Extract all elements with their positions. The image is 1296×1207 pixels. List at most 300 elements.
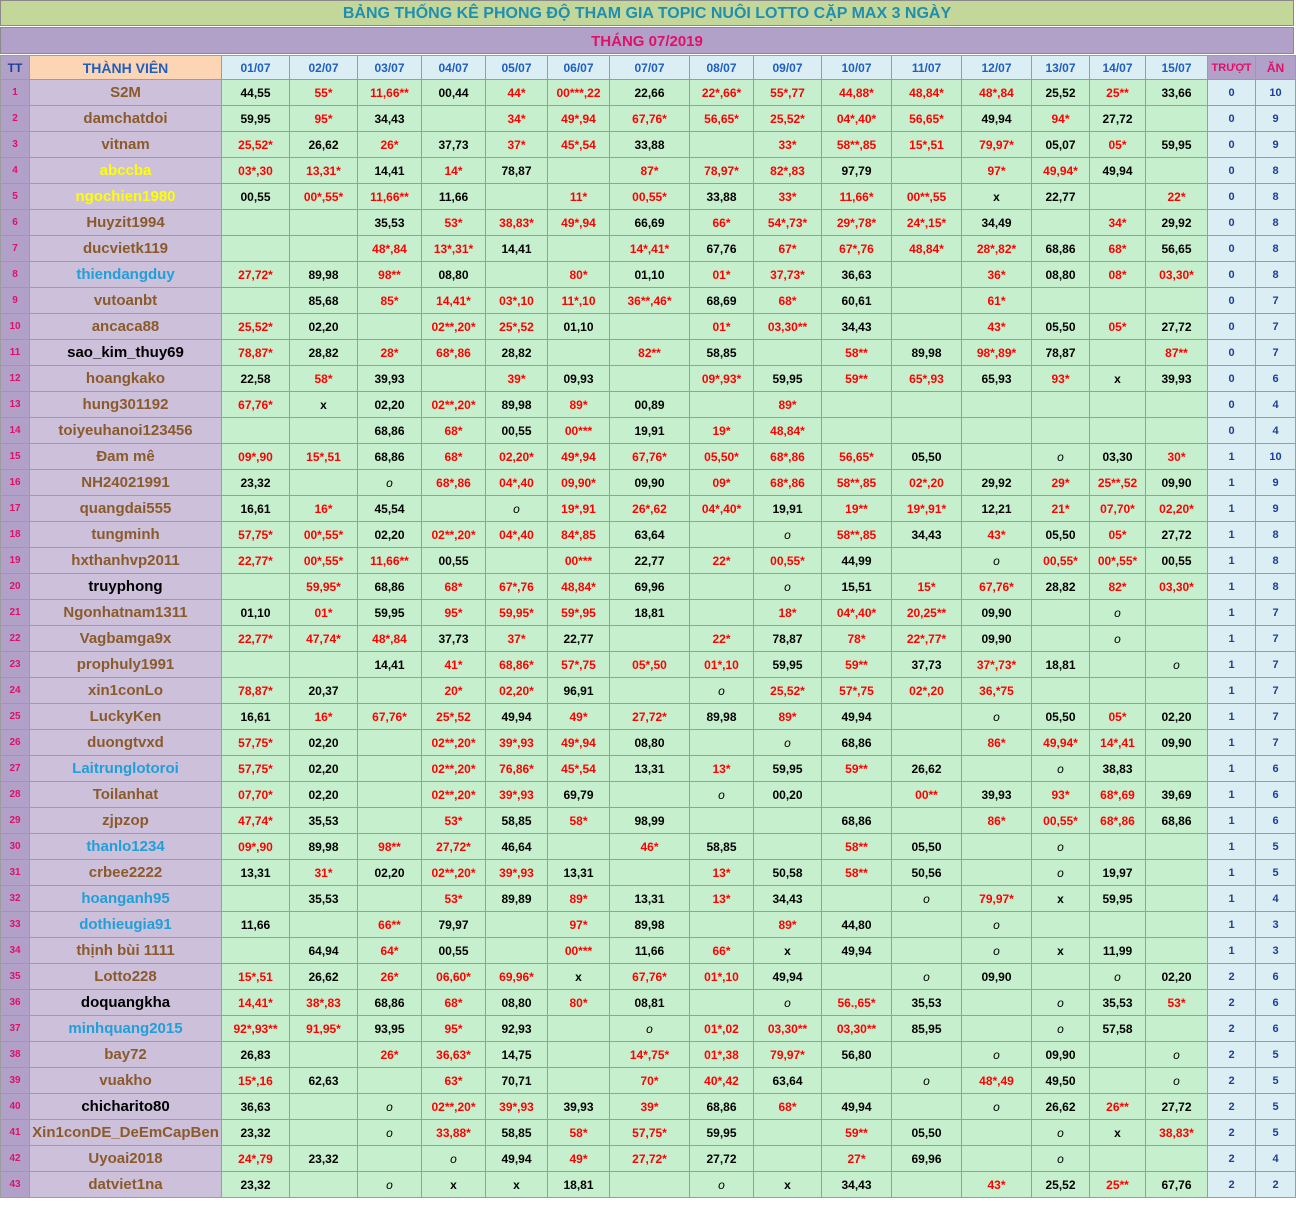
truot-count: 1 [1208,522,1256,548]
header-date: 01/07 [222,56,290,80]
truot-count: 1 [1208,886,1256,912]
result-cell: 79,97 [422,912,486,938]
result-cell: 69,96 [892,1146,962,1172]
member-name: hoanganh95 [30,886,222,912]
result-cell: 01*,10 [690,652,754,678]
result-cell [1032,626,1090,652]
result-cell: 00***,22 [548,80,610,106]
result-cell: 49* [548,704,610,730]
result-cell: 58**,85 [822,470,892,496]
table-row [1,964,1296,990]
result-cell: 02**,20* [422,782,486,808]
result-cell: 49,94 [1090,158,1146,184]
row-number: 1 [1,80,30,106]
result-cell: 45*,54 [548,756,610,782]
month-label: THÁNG 07/2019 [0,27,1294,54]
result-cell: o [754,574,822,600]
member-name: Xin1conDE_DeEmCapBen [30,1120,222,1146]
result-cell [290,912,358,938]
result-cell [548,1042,610,1068]
result-cell: 23,32 [290,1146,358,1172]
truot-count: 0 [1208,106,1256,132]
result-cell: 27,72* [222,262,290,288]
result-cell [548,1068,610,1094]
member-name: Lotto228 [30,964,222,990]
result-cell: 19* [690,418,754,444]
result-cell [290,418,358,444]
result-cell: x [422,1172,486,1198]
header-date: 08/07 [690,56,754,80]
result-cell [222,652,290,678]
result-cell: o [690,782,754,808]
result-cell: 00,55 [1146,548,1208,574]
result-cell: 59,95 [1090,886,1146,912]
result-cell: 04*,40* [690,496,754,522]
table-row [1,158,1296,184]
result-cell: x [962,184,1032,210]
result-cell: 39,69 [1146,782,1208,808]
result-cell: 19,91 [754,496,822,522]
result-cell: 67*,76 [486,574,548,600]
result-cell [358,1146,422,1172]
result-cell: 53* [422,210,486,236]
member-name: crbee2222 [30,860,222,886]
result-cell: 68*,86 [422,470,486,496]
result-cell: 27,72* [422,834,486,860]
an-count: 7 [1256,600,1296,626]
result-cell: 68* [422,444,486,470]
result-cell: 68,86 [358,990,422,1016]
result-cell: 28,82 [486,340,548,366]
result-cell: 49*,94 [548,210,610,236]
member-name: ancaca88 [30,314,222,340]
truot-count: 0 [1208,132,1256,158]
result-cell: 44,88* [822,80,892,106]
table-row [1,80,1296,106]
table-row [1,522,1296,548]
result-cell: 27,72 [1146,1094,1208,1120]
result-cell: 02**,20* [422,522,486,548]
result-cell: 97* [962,158,1032,184]
result-cell [690,522,754,548]
result-cell [422,106,486,132]
result-cell: 26,62 [892,756,962,782]
result-cell: o [1032,444,1090,470]
result-cell: 49,94* [1032,158,1090,184]
an-count: 8 [1256,184,1296,210]
result-cell: 26,62 [290,964,358,990]
result-cell: 49,50 [1032,1068,1090,1094]
result-cell: 54*,73* [754,210,822,236]
result-cell [822,418,892,444]
result-cell: 57,75* [222,730,290,756]
result-cell: 39*,93 [486,730,548,756]
result-cell: 92*,93** [222,1016,290,1042]
result-cell: 58* [548,808,610,834]
result-cell [610,626,690,652]
an-count: 3 [1256,938,1296,964]
truot-count: 0 [1208,392,1256,418]
result-cell: o [962,704,1032,730]
result-cell [1146,1016,1208,1042]
result-cell: 02,20 [290,756,358,782]
an-count: 7 [1256,626,1296,652]
result-cell: 02**,20* [422,860,486,886]
result-cell: 01* [690,262,754,288]
result-cell: 97* [548,912,610,938]
result-cell: 89,98 [892,340,962,366]
result-cell: 49*,94 [548,444,610,470]
an-count: 7 [1256,730,1296,756]
an-count: 9 [1256,496,1296,522]
result-cell: 22* [1146,184,1208,210]
row-number: 9 [1,288,30,314]
result-cell: 59** [822,366,892,392]
result-cell [962,392,1032,418]
table-row [1,236,1296,262]
result-cell: 02,20 [358,522,422,548]
result-cell: 80* [548,262,610,288]
header-date: 11/07 [892,56,962,80]
table-row [1,938,1296,964]
result-cell: 78* [822,626,892,652]
result-cell: 63,64 [610,522,690,548]
result-cell [1090,912,1146,938]
an-count: 8 [1256,262,1296,288]
result-cell: 53* [1146,990,1208,1016]
result-cell: 39* [610,1094,690,1120]
table-row [1,262,1296,288]
table-row [1,834,1296,860]
result-cell: 49,94 [962,106,1032,132]
member-name: Ngonhatnam1311 [30,600,222,626]
result-cell: 36,*75 [962,678,1032,704]
result-cell: 11,66* [822,184,892,210]
result-cell: 58** [822,834,892,860]
result-cell: o [1032,834,1090,860]
result-cell [290,1042,358,1068]
result-cell: 39*,93 [486,860,548,886]
result-cell [690,808,754,834]
result-cell: 68*,86 [754,444,822,470]
result-cell: 28,82 [290,340,358,366]
result-cell: 13* [690,860,754,886]
result-cell: 95* [422,600,486,626]
member-name: vitnam [30,132,222,158]
truot-count: 0 [1208,314,1256,340]
result-cell [1146,626,1208,652]
row-number: 27 [1,756,30,782]
result-cell: 18,81 [1032,652,1090,678]
member-name: vutoanbt [30,288,222,314]
result-cell [690,392,754,418]
result-cell: 58**,85 [822,132,892,158]
member-name: doquangkha [30,990,222,1016]
header-date: 13/07 [1032,56,1090,80]
result-cell: 59,95 [754,366,822,392]
result-cell: 05* [1090,132,1146,158]
result-cell: 36,63 [222,1094,290,1120]
result-cell: o [754,522,822,548]
result-cell: 02,20 [1146,964,1208,990]
result-cell: 93* [1032,782,1090,808]
an-count: 7 [1256,704,1296,730]
an-count: 10 [1256,80,1296,106]
result-cell: 00*** [548,418,610,444]
result-cell: 95* [290,106,358,132]
an-count: 8 [1256,574,1296,600]
result-cell: 89* [754,392,822,418]
result-cell: 35,53 [358,210,422,236]
result-cell: 05*,50 [610,652,690,678]
result-cell [892,730,962,756]
result-cell: 27,72 [1090,106,1146,132]
result-cell: 49*,94 [548,106,610,132]
result-cell: o [962,912,1032,938]
result-cell: 25,52 [1032,80,1090,106]
an-count: 6 [1256,964,1296,990]
result-cell [290,652,358,678]
result-cell: 22,77* [222,626,290,652]
result-cell [962,990,1032,1016]
result-cell: 01* [290,600,358,626]
result-cell: 11,66 [222,912,290,938]
result-cell: 02,20 [1146,704,1208,730]
result-cell: 11,66** [358,548,422,574]
result-cell: o [1146,1068,1208,1094]
table-row [1,548,1296,574]
result-cell: 09,90 [1146,470,1208,496]
table-row [1,574,1296,600]
result-cell: 59** [822,652,892,678]
member-name: xin1conLo [30,678,222,704]
result-cell [892,938,962,964]
result-cell [962,418,1032,444]
result-cell: 27,72 [1146,522,1208,548]
result-cell: 68,69 [690,288,754,314]
result-cell [610,366,690,392]
result-cell: 68*,86 [754,470,822,496]
an-count: 5 [1256,1068,1296,1094]
truot-count: 0 [1208,236,1256,262]
result-cell [754,834,822,860]
result-cell: 68* [754,1094,822,1120]
an-count: 7 [1256,288,1296,314]
row-number: 15 [1,444,30,470]
result-cell: 25,52* [222,132,290,158]
result-cell: 22* [690,548,754,574]
result-cell: 59,95 [690,1120,754,1146]
table-row [1,366,1296,392]
member-name: sao_kim_thuy69 [30,340,222,366]
result-cell: 48,84* [754,418,822,444]
result-cell: o [690,1172,754,1198]
result-cell: 58** [822,340,892,366]
result-cell: 46,64 [486,834,548,860]
result-cell: 11,66 [610,938,690,964]
truot-count: 1 [1208,678,1256,704]
result-cell: 13,31 [610,756,690,782]
table-row [1,912,1296,938]
result-cell: 59** [822,756,892,782]
result-cell: 14,41* [422,288,486,314]
an-count: 7 [1256,314,1296,340]
result-cell [962,444,1032,470]
result-cell: 02,20* [486,444,548,470]
result-cell [358,808,422,834]
result-cell: 68,86 [822,808,892,834]
result-cell: 59*,95 [548,600,610,626]
result-cell: 14*,41 [1090,730,1146,756]
result-cell: 29,92 [962,470,1032,496]
result-cell: 43* [962,314,1032,340]
row-number: 6 [1,210,30,236]
member-name: abccba [30,158,222,184]
result-cell: 68* [422,418,486,444]
result-cell: 09*,90 [222,834,290,860]
result-cell [610,314,690,340]
result-cell [486,262,548,288]
result-cell: 89* [548,886,610,912]
result-cell: 11,99 [1090,938,1146,964]
result-cell: 11,66 [422,184,486,210]
result-cell: x [486,1172,548,1198]
result-cell: 78,87 [1032,340,1090,366]
an-count: 9 [1256,470,1296,496]
result-cell: 67,76 [1146,1172,1208,1198]
header-date: 05/07 [486,56,548,80]
result-cell: 58,85 [690,834,754,860]
result-cell: 14*,41* [610,236,690,262]
result-cell: x [754,1172,822,1198]
result-cell [1032,678,1090,704]
result-cell: 38,83* [486,210,548,236]
result-cell: 04*,40* [822,600,892,626]
result-cell [892,418,962,444]
result-cell: 33,88 [610,132,690,158]
result-cell: 43* [962,1172,1032,1198]
result-cell [422,496,486,522]
result-cell: 84*,85 [548,522,610,548]
result-cell: 16,61 [222,704,290,730]
result-cell [1146,288,1208,314]
row-number: 29 [1,808,30,834]
header-truot: TRƯỢT [1208,56,1256,80]
result-cell: 35,53 [290,886,358,912]
result-cell: 59,95* [290,574,358,600]
result-cell: 09,90* [548,470,610,496]
result-cell: 68,86 [358,444,422,470]
result-cell: 56,65 [1146,236,1208,262]
result-cell: o [1032,990,1090,1016]
result-cell [1146,834,1208,860]
result-cell [486,912,548,938]
an-count: 9 [1256,132,1296,158]
result-cell: 39*,93 [486,1094,548,1120]
result-cell [892,1042,962,1068]
result-cell: 37* [486,626,548,652]
result-cell: 14* [422,158,486,184]
result-cell: 68*,69 [1090,782,1146,808]
truot-count: 0 [1208,366,1256,392]
result-cell [1090,184,1146,210]
header-date: 15/07 [1146,56,1208,80]
result-cell: 36,63* [422,1042,486,1068]
result-cell: 00*,55* [1090,548,1146,574]
result-cell [962,1120,1032,1146]
result-cell: 07,70* [222,782,290,808]
result-cell: 05* [1090,314,1146,340]
table-row [1,704,1296,730]
row-number: 3 [1,132,30,158]
result-cell: 09*,90 [222,444,290,470]
result-cell: 09* [690,470,754,496]
an-count: 4 [1256,418,1296,444]
result-cell: 39,93 [548,1094,610,1120]
result-cell: 20* [422,678,486,704]
truot-count: 1 [1208,782,1256,808]
result-cell [962,860,1032,886]
member-name: bay72 [30,1042,222,1068]
result-cell: 37*,73* [962,652,1032,678]
result-cell: 44* [486,80,548,106]
an-count: 7 [1256,652,1296,678]
result-cell: 07,70* [1090,496,1146,522]
result-cell [1090,418,1146,444]
result-cell: 37,73 [892,652,962,678]
result-cell [290,1172,358,1198]
result-cell: 22,66 [610,80,690,106]
result-cell: o [1146,1042,1208,1068]
result-cell [1090,1146,1146,1172]
result-cell: 68,86 [822,730,892,756]
result-cell: 14*,75* [610,1042,690,1068]
member-name: hung301192 [30,392,222,418]
result-cell: 85,95 [892,1016,962,1042]
truot-count: 1 [1208,860,1256,886]
result-cell: 00,55* [1032,548,1090,574]
result-cell [822,1068,892,1094]
result-cell: 15*,51 [290,444,358,470]
result-cell: 25** [1090,1172,1146,1198]
result-cell: o [962,1042,1032,1068]
an-count: 8 [1256,236,1296,262]
result-cell: 79,97* [754,1042,822,1068]
result-cell: o [754,730,822,756]
result-cell: 55*,77 [754,80,822,106]
result-cell: 98*,89* [962,340,1032,366]
result-cell: 67,76* [222,392,290,418]
row-number: 13 [1,392,30,418]
result-cell: 48,84* [892,80,962,106]
table-row [1,184,1296,210]
result-cell: 68* [1090,236,1146,262]
result-cell: 78,87 [754,626,822,652]
result-cell: 09,93 [548,366,610,392]
result-cell [548,158,610,184]
an-count: 5 [1256,834,1296,860]
result-cell: 29,92 [1146,210,1208,236]
result-cell: 44,99 [822,548,892,574]
member-name: hxthanhvp2011 [30,548,222,574]
truot-count: 2 [1208,1172,1256,1198]
result-cell [892,912,962,938]
result-cell [1146,158,1208,184]
result-cell: o [1146,652,1208,678]
result-cell [610,782,690,808]
result-cell [290,210,358,236]
header-member: THÀNH VIÊN [30,56,222,80]
